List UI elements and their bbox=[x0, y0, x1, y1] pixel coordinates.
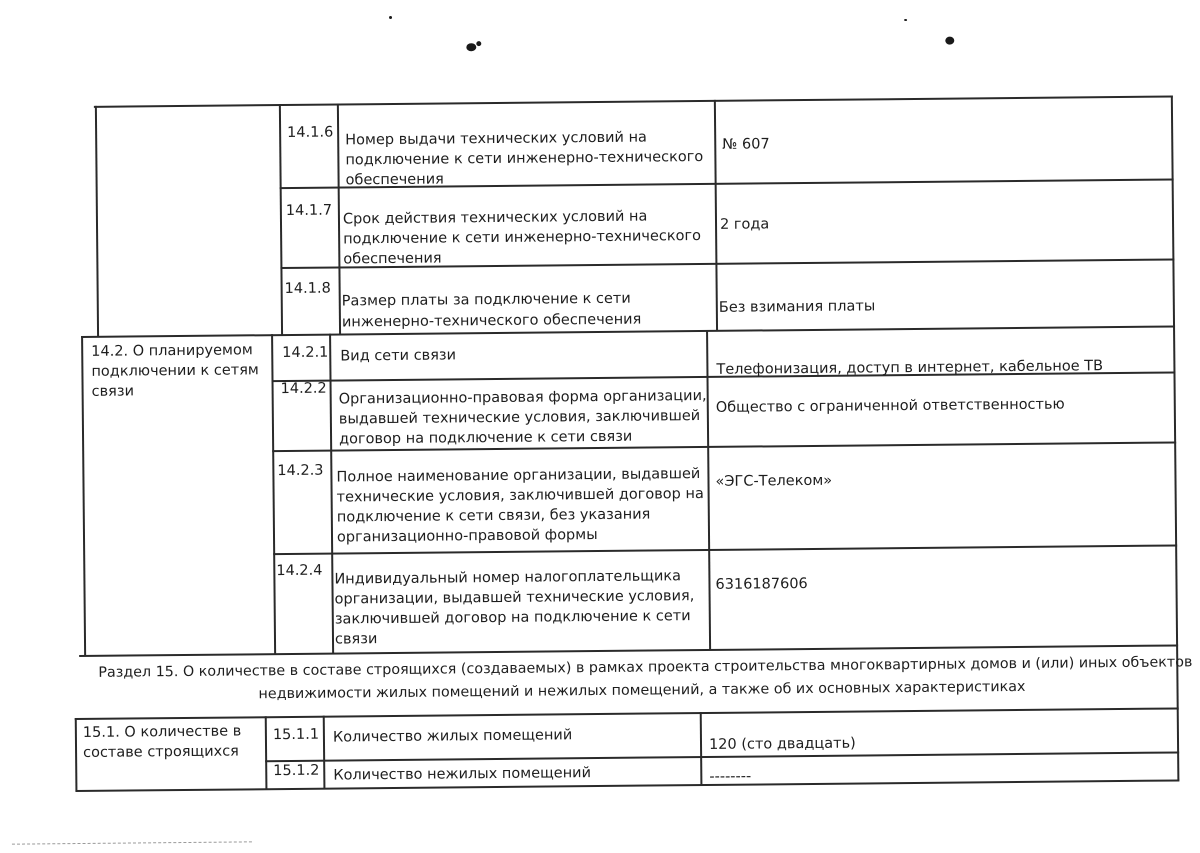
column-divider bbox=[265, 716, 268, 789]
column-divider bbox=[337, 103, 341, 334]
section-label-line: подключении к сетям bbox=[91, 362, 259, 380]
row-number: 14.1.7 bbox=[285, 202, 333, 220]
section-label-line: связи bbox=[91, 383, 135, 400]
column-divider bbox=[700, 712, 703, 785]
ink-blot bbox=[904, 19, 907, 21]
row-label-line: Количество нежилых помещений bbox=[333, 765, 592, 784]
row-label-line: подключение к сети инженерно-технического bbox=[343, 228, 702, 248]
row-label-line: Количество жилых помещений bbox=[332, 727, 573, 746]
row-label-line: выдавшей технические условия, заключившей bbox=[338, 408, 701, 428]
ink-blot bbox=[389, 16, 392, 19]
table-border-left bbox=[95, 106, 99, 337]
row-number: 15.1.2 bbox=[273, 762, 320, 780]
row-number: 14.2.3 bbox=[277, 462, 324, 480]
section-heading-line: недвижимости жилых помещений и нежилых помещений, а также об их основных характеристиках bbox=[258, 678, 1026, 703]
row-label-line: Номер выдачи технических условий на bbox=[345, 129, 647, 149]
row-label-line: Полное наименование организации, выдавшей bbox=[336, 466, 701, 486]
row-label-line: технические условия, заключившей договор на bbox=[336, 486, 704, 506]
row-value: 120 (сто двадцать) bbox=[708, 735, 856, 753]
row-value: № 607 bbox=[722, 136, 770, 153]
table-border-bottom bbox=[75, 779, 1179, 792]
row-label-line: подключение к сети связи, без указания bbox=[336, 506, 651, 526]
row-number: 14.1.6 bbox=[287, 124, 334, 141]
ink-blot bbox=[476, 41, 481, 46]
row-value: -------- bbox=[709, 768, 752, 785]
row-label-line: Индивидуальный номер налогоплательщика bbox=[334, 568, 682, 588]
row-label-line: подключение к сети инженерно-технического bbox=[345, 148, 704, 169]
row-label-line: связи bbox=[334, 631, 378, 648]
column-divider bbox=[714, 100, 718, 331]
table-border-left bbox=[75, 718, 78, 791]
row-value: 6316187606 bbox=[715, 576, 808, 593]
row-label-line: Размер платы за подключение к сети bbox=[341, 290, 631, 310]
row-value: Общество с ограниченной ответственностью bbox=[715, 396, 1065, 416]
row-label-line: заключившей договор на подключение к сети bbox=[334, 608, 691, 628]
section-label-line: 14.2. О планируемом bbox=[91, 342, 253, 360]
row-label-line: организационно-правовой формы bbox=[336, 527, 598, 546]
row-value: «ЭГС-Телеком» bbox=[715, 472, 833, 490]
ink-blot bbox=[466, 43, 476, 51]
scan-edge-noise bbox=[12, 841, 252, 845]
row-label-line: Вид сети связи bbox=[340, 347, 457, 365]
row-label-line: договор на подключение к сети связи bbox=[339, 428, 633, 448]
row-label-line: Срок действия технических условий на bbox=[342, 208, 648, 228]
row-value: Без взимания платы bbox=[718, 298, 876, 316]
row-value: 2 года bbox=[719, 216, 770, 233]
row-divider bbox=[75, 707, 1179, 720]
section-heading-line: Раздел 15. О количестве в составе строящихся (создаваемых) в рамках проекта строительства многоквартирных домов и (или) иных объектов bbox=[98, 654, 1193, 681]
column-divider bbox=[323, 716, 326, 789]
table-border-right bbox=[1171, 95, 1180, 780]
row-number: 15.1.1 bbox=[272, 726, 320, 744]
row-number: 14.2.1 bbox=[282, 344, 329, 362]
row-number: 14.2.4 bbox=[276, 562, 323, 580]
row-label-line: Организационно-правовая форма организации, bbox=[338, 387, 707, 408]
row-label-line: обеспечения bbox=[345, 171, 444, 189]
row-value: Телефонизация, доступ в интернет, кабельное ТВ bbox=[716, 358, 1104, 378]
table-border-left bbox=[81, 336, 86, 656]
row-label-line: обеспечения bbox=[343, 250, 442, 268]
table-border-top bbox=[94, 95, 1173, 107]
section-label-line: составе строящихся bbox=[82, 743, 239, 761]
row-label-line: организации, выдавшей технические условия, bbox=[334, 588, 695, 608]
row-number: 14.2.2 bbox=[280, 380, 327, 398]
row-number: 14.1.8 bbox=[284, 280, 331, 298]
section-label-line: 15.1. О количестве в bbox=[82, 723, 242, 741]
ink-blot bbox=[945, 37, 954, 45]
column-divider bbox=[279, 104, 283, 335]
row-label-line: инженерно-технического обеспечения bbox=[341, 311, 642, 331]
